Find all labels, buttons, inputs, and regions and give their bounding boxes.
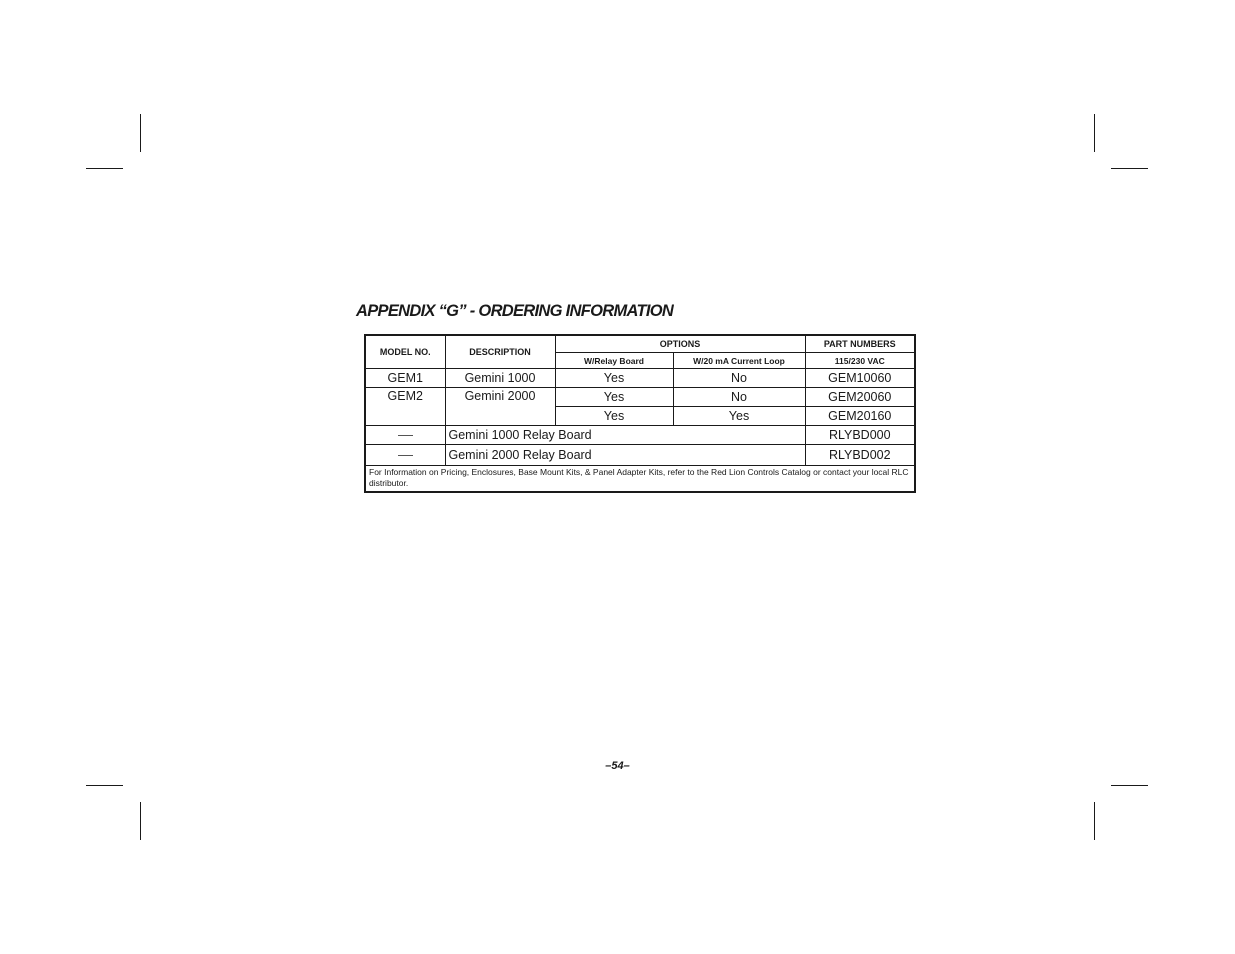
crop-mark [86,785,123,786]
voltage-header: 115/230 VAC [805,353,915,369]
header-row [365,335,915,353]
model-cell: GEM1 [365,369,445,388]
accessory-part: RLYBD000 [805,426,915,445]
description-cell: Gemini 2000 [445,388,555,426]
model-cell-empty [365,426,445,445]
crop-mark [140,802,141,840]
crop-mark [1094,114,1095,152]
dash-glyph [398,455,413,456]
model-header: MODEL NO. [365,335,445,369]
accessory-description: Gemini 2000 Relay Board [445,445,805,466]
part-cell: GEM10060 [805,369,915,388]
crop-mark [86,168,123,169]
relay-cell: Yes [555,407,673,426]
options-header: OPTIONS [555,335,805,353]
table-row [365,388,915,407]
part-numbers-header: PART NUMBERS [805,335,915,353]
ordering-table [364,334,916,493]
crop-mark [1094,802,1095,840]
accessory-row [365,445,915,466]
accessory-part: RLYBD002 [805,445,915,466]
current-loop-header: W/20 mA Current Loop [673,353,805,369]
loop-cell: No [673,388,805,407]
crop-mark [1111,785,1148,786]
loop-cell: No [673,369,805,388]
note-row [365,466,915,493]
page-number: –54– [605,760,630,772]
model-cell-empty [365,445,445,466]
crop-mark [140,114,141,152]
part-cell: GEM20060 [805,388,915,407]
dash-glyph [398,435,413,436]
accessory-description: Gemini 1000 Relay Board [445,426,805,445]
model-cell: GEM2 [365,388,445,426]
loop-cell: Yes [673,407,805,426]
relay-cell: Yes [555,369,673,388]
ordering-note: For Information on Pricing, Enclosures, Base Mount Kits, & Panel Adapter Kits, refer to the Red Lion Controls Catalog or contact your local RLC distributor. [365,466,915,493]
relay-cell: Yes [555,388,673,407]
accessory-row [365,426,915,445]
table-row [365,369,915,388]
relay-board-header: W/Relay Board [555,353,673,369]
description-cell: Gemini 1000 [445,369,555,388]
page-title: APPENDIX “G” - ORDERING INFORMATION [356,302,674,320]
description-header: DESCRIPTION [445,335,555,369]
crop-mark [1111,168,1148,169]
part-cell: GEM20160 [805,407,915,426]
